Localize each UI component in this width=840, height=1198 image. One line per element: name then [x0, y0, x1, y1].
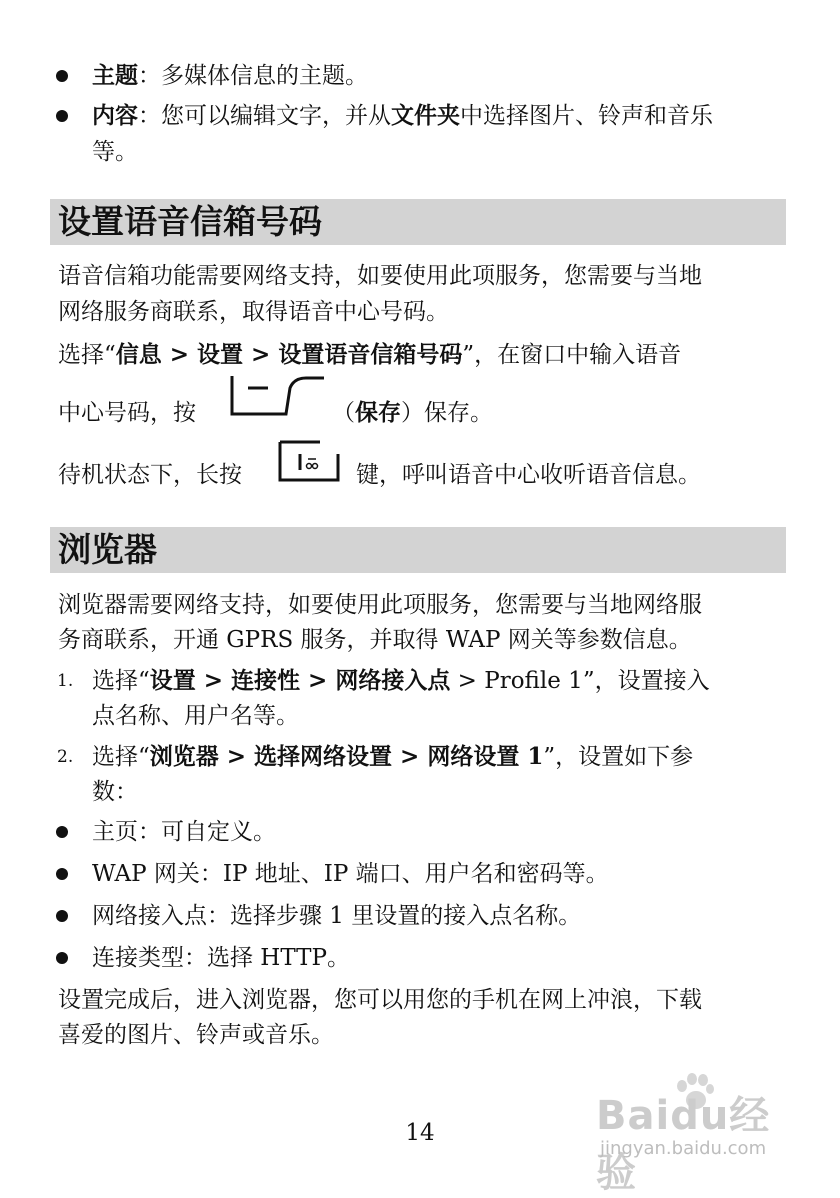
- section-heading-browser: 浏览器: [50, 527, 786, 573]
- watermark-url: jingyan.baidu.com: [600, 1138, 767, 1159]
- step-suffix: ”，设置接入: [582, 668, 710, 694]
- voicemail-step-line2-right: [332, 395, 732, 431]
- step-number: 2.: [57, 747, 74, 767]
- step-suffix: ”，设置如下参: [543, 744, 694, 770]
- bullet-subject: [92, 58, 784, 94]
- browser-intro-line1: 浏览器需要网络支持，如要使用此项服务，您需要与当地网络服: [58, 592, 702, 618]
- bullet-dot: [56, 70, 68, 82]
- profile-name: > Profile 1: [450, 668, 583, 694]
- bullet-dot: [56, 868, 68, 880]
- menu-path: 信息 > 设置 > 设置语音信箱号码: [115, 341, 463, 368]
- setting-homepage: 主页：可自定义。: [92, 819, 276, 845]
- voicemail-step-line2-left: 中心号码，按: [58, 400, 196, 426]
- browser-step2-line2: 数：: [92, 779, 138, 805]
- bullet-dot: [56, 910, 68, 922]
- step-suffix: ”，在窗口中输入语音: [462, 342, 682, 368]
- step-number: 1.: [57, 671, 74, 691]
- baidu-watermark: [596, 1078, 796, 1196]
- quote-open: 选择“: [92, 668, 150, 694]
- section-heading-voicemail: 设置语音信箱号码: [50, 199, 786, 245]
- key-1-voicemail-icon: [276, 440, 342, 486]
- label-folder: 文件夹: [391, 102, 460, 129]
- voicemail-intro-line2: 网络服务商联系，取得语音中心号码。: [58, 299, 449, 325]
- quote-open: 选择“: [92, 744, 150, 770]
- browser-step1-line1: [92, 663, 784, 699]
- bullet-dot: [56, 952, 68, 964]
- text-content-tail: 中选择图片、铃声和音乐: [460, 103, 713, 129]
- label-subject: 主题: [92, 62, 138, 89]
- setting-wap-gateway: WAP 网关：IP 地址、IP 端口、用户名和密码等。: [92, 861, 609, 887]
- bullet-dot: [56, 110, 68, 122]
- voicemail-longpress-left: 待机状态下，长按: [58, 462, 242, 488]
- page-number: 14: [405, 1120, 435, 1146]
- bullet-content-line2: 等。: [92, 139, 138, 165]
- bullet-dot: [56, 826, 68, 838]
- label-content: 内容: [92, 102, 138, 129]
- save-label: 保存: [355, 399, 401, 426]
- voicemail-intro-line1: 语音信箱功能需要网络支持，如要使用此项服务，您需要与当地: [58, 263, 702, 289]
- browser-intro-line2: 务商联系，开通 GPRS 服务，并取得 WAP 网关等参数信息。: [58, 627, 692, 653]
- setting-connection-type: 连接类型：选择 HTTP。: [92, 945, 350, 971]
- browser-step1-line2: 点名称、用户名等。: [92, 703, 299, 729]
- paren-open: （: [332, 400, 355, 426]
- text-content: ：您可以编辑文字，并从: [138, 103, 391, 129]
- text-subject: ：多媒体信息的主题。: [138, 63, 368, 89]
- menu-path: 设置 > 连接性 > 网络接入点: [149, 667, 451, 694]
- voicemail-longpress-right: 键，呼叫语音中心收听语音信息。: [356, 462, 701, 488]
- browser-outro-line1: 设置完成后，进入浏览器，您可以用您的手机在网上冲浪，下载: [58, 987, 702, 1013]
- paren-close-text: ）保存。: [401, 400, 493, 426]
- left-soft-key-icon: [228, 374, 328, 416]
- bullet-content: [92, 98, 784, 134]
- browser-outro-line2: 喜爱的图片、铃声或音乐。: [58, 1022, 334, 1048]
- menu-path: 浏览器 > 选择网络设置 > 网络设置 1: [149, 743, 544, 770]
- voicemail-step-line1: [58, 337, 786, 373]
- watermark-logo: Baidu经验: [596, 1093, 771, 1196]
- quote-open: 选择“: [58, 342, 116, 368]
- setting-access-point: 网络接入点：选择步骤 1 里设置的接入点名称。: [92, 903, 582, 929]
- browser-step2-line1: [92, 739, 784, 775]
